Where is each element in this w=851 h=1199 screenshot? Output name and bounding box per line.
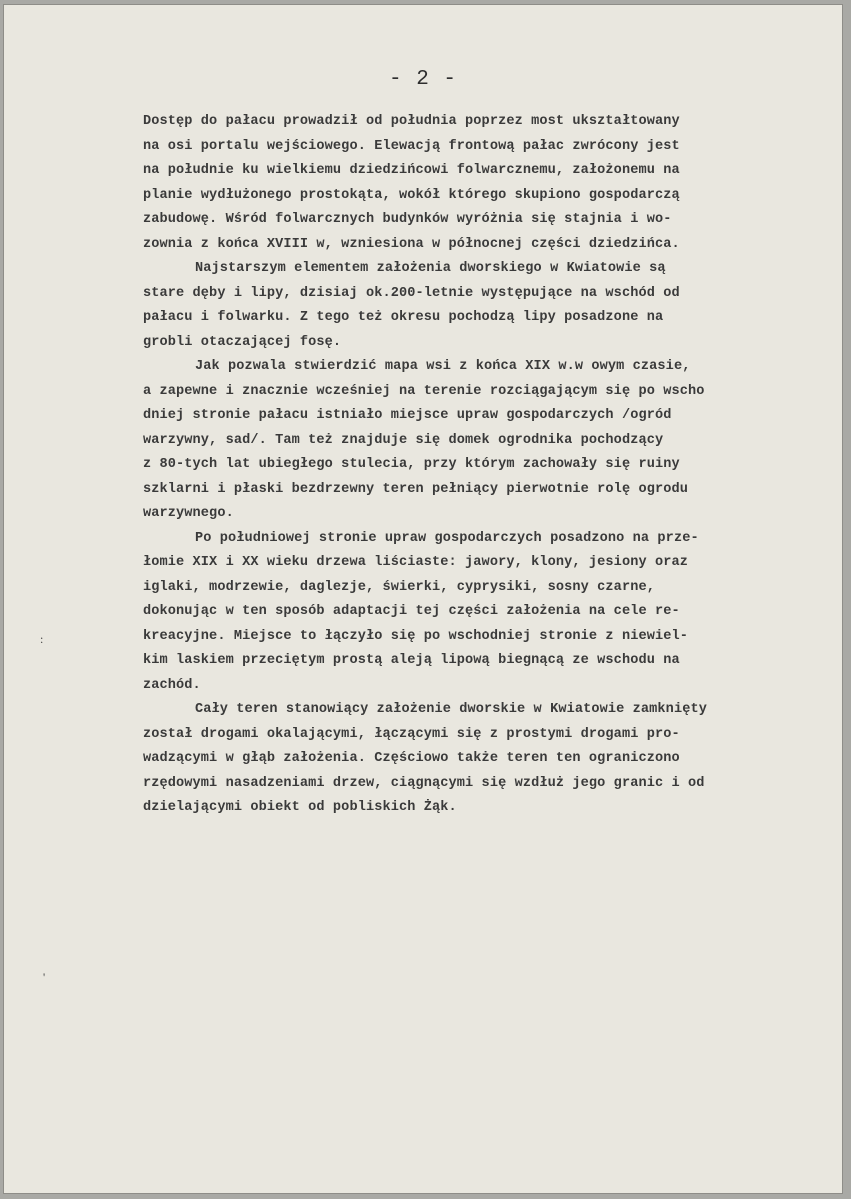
text-line: pałacu i folwarku. Z tego też okresu pochodzą lipy posadzone na [143, 310, 664, 325]
text-line: wadzącymi w głąb założenia. Częściowo także teren ten ograniczono [143, 751, 680, 766]
text-line: został drogami okalającymi, łączącymi się z prostymi drogami pro- [143, 726, 680, 742]
text-line: na południe ku wielkiemu dziedzińcowi folwarcznemu, założonemu na [143, 163, 680, 178]
document-page [3, 4, 843, 1194]
text-line: iglaki, modrzewie, daglezje, świerki, cyprysiki, sosny czarne, [143, 579, 655, 595]
text-line: a zapewne i znacznie wcześniej na terenie rozciągającym się po wscho [143, 383, 705, 399]
text-line: łomie XIX i XX wieku drzewa liściaste: jawory, klony, jesiony oraz [143, 555, 688, 570]
text-line: Najstarszym elementem założenia dworskiego w Kwiatowie są [195, 261, 666, 276]
body-text [143, 110, 823, 821]
text-line: zabudowę. Wśród folwarcznych budynków wyróżnia się stajnia i wo- [143, 212, 672, 227]
paragraph-5 [143, 698, 823, 821]
text-line: Cały teren stanowiący założenie dworskie w Kwiatowie zamknięty [195, 702, 707, 717]
text-line: dokonując w ten sposób adaptacji tej części założenia na cele re- [143, 604, 680, 619]
text-line: stare dęby i lipy, dzisiaj ok.200-letnie występujące na wschód od [143, 285, 680, 301]
text-line: kreacyjne. Miejsce to łączyło się po wschodniej stronie z niewiel- [143, 628, 688, 644]
text-line: warzywny, sad/. Tam też znajduje się domek ogrodnika pochodzący [143, 432, 664, 448]
margin-punch-mark: ' [43, 970, 46, 984]
paragraph-2 [143, 257, 823, 355]
page-number: - 2 - [388, 68, 457, 91]
text-line: zachód. [143, 677, 201, 693]
margin-punch-mark: : [40, 632, 44, 646]
text-line: na osi portalu wejściowego. Elewacją frontową pałac zwrócony jest [143, 138, 680, 154]
text-line: kim laskiem przeciętym prostą aleją lipową biegnącą ze wschodu na [143, 653, 680, 668]
text-line: Dostęp do pałacu prowadził od południa poprzez most ukształtowany [143, 114, 680, 129]
text-line: warzywnego. [143, 506, 234, 521]
text-line: Po południowej stronie upraw gospodarczych posadzono na prze- [195, 530, 699, 546]
paragraph-3 [143, 355, 823, 527]
text-line: z 80-tych lat ubiegłego stulecia, przy którym zachowały się ruiny [143, 457, 680, 472]
paragraph-1 [143, 110, 823, 257]
text-line: Jak pozwala stwierdzić mapa wsi z końca XIX w.w owym czasie, [195, 359, 691, 374]
text-line: planie wydłużonego prostokąta, wokół którego skupiono gospodarczą [143, 187, 680, 203]
text-line: grobli otaczającej fosę. [143, 334, 342, 350]
text-line: dniej stronie pałacu istniało miejsce upraw gospodarczych /ogród [143, 408, 672, 423]
paragraph-4 [143, 527, 823, 699]
text-line: dzielającymi obiekt od pobliskich Żąk. [143, 800, 457, 815]
text-line: rzędowymi nasadzeniami drzew, ciągnącymi się wzdłuż jego granic i od [143, 775, 705, 791]
text-line: zownia z końca XVIII w, wzniesiona w północnej części dziedzińca. [143, 236, 680, 252]
text-line: szklarni i płaski bezdrzewny teren pełniący pierwotnie rolę ogrodu [143, 481, 688, 497]
